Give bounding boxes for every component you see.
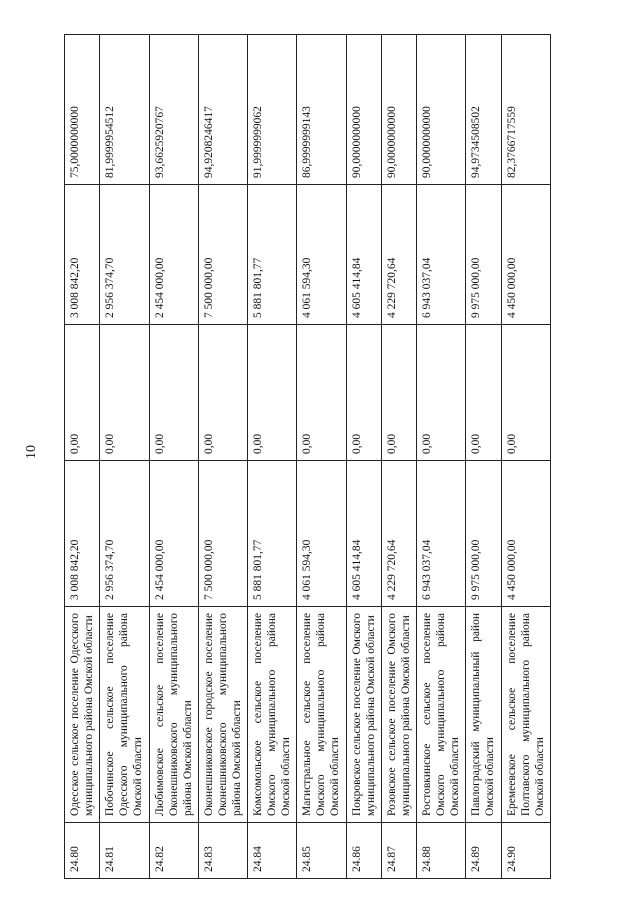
row-number: 24.87 <box>381 823 416 879</box>
zero-amount: 0,00 <box>381 325 416 461</box>
zero-amount: 0,00 <box>248 325 297 461</box>
share-percent: 94,9208246417 <box>198 35 247 185</box>
zero-amount: 0,00 <box>198 325 247 461</box>
zero-amount: 0,00 <box>501 325 550 461</box>
municipality-name: Побочинское сельское поселение Одесского муниципального района Омской области <box>100 607 149 823</box>
table-row <box>501 35 550 879</box>
amount: 4 605 414,84 <box>346 185 381 325</box>
row-number: 24.82 <box>149 823 198 879</box>
amount: 5 881 801,77 <box>248 185 297 325</box>
table-row <box>248 35 297 879</box>
zero-amount: 0,00 <box>65 325 100 461</box>
row-number: 24.89 <box>466 823 501 879</box>
table-row <box>346 35 381 879</box>
amount: 4 450 000,00 <box>501 185 550 325</box>
amount: 4 061 594,30 <box>297 185 346 325</box>
table-row <box>466 35 501 879</box>
municipality-name: Магистральное сельское поселение Омского муниципального района Омской области <box>297 607 346 823</box>
municipality-name: Любимовское сельское поселение Оконешниковского муниципального района Омской области <box>149 607 198 823</box>
row-number: 24.90 <box>501 823 550 879</box>
table-row <box>297 35 346 879</box>
row-number: 24.85 <box>297 823 346 879</box>
share-percent: 90,0000000000 <box>417 35 466 185</box>
zero-amount: 0,00 <box>100 325 149 461</box>
zero-amount: 0,00 <box>297 325 346 461</box>
municipality-name: Ростовкинское сельское поселение Омского муниципального района Омской области <box>417 607 466 823</box>
amount: 2 956 374,70 <box>100 185 149 325</box>
share-percent: 82,3766717559 <box>501 35 550 185</box>
amount: 2 454 000,00 <box>149 185 198 325</box>
row-number: 24.86 <box>346 823 381 879</box>
municipality-name: Комсомольское сельское поселение Омского муниципального района Омской области <box>248 607 297 823</box>
row-number: 24.88 <box>417 823 466 879</box>
table-row <box>417 35 466 879</box>
share-percent: 75,0000000000 <box>65 35 100 185</box>
table-row <box>65 35 100 879</box>
zero-amount: 0,00 <box>149 325 198 461</box>
total-amount: 4 605 414,84 <box>346 461 381 607</box>
row-number: 24.81 <box>100 823 149 879</box>
data-table <box>64 34 551 879</box>
municipality-name: Покровское сельское поселение Омского муниципального района Омской области <box>346 607 381 823</box>
total-amount: 3 008 842,20 <box>65 461 100 607</box>
share-percent: 90,0000000000 <box>346 35 381 185</box>
total-amount: 2 956 374,70 <box>100 461 149 607</box>
share-percent: 91,9999999062 <box>248 35 297 185</box>
amount: 3 008 842,20 <box>65 185 100 325</box>
table-row <box>381 35 416 879</box>
total-amount: 4 229 720,64 <box>381 461 416 607</box>
table-row <box>100 35 149 879</box>
row-number: 24.84 <box>248 823 297 879</box>
page-number: 10 <box>24 445 39 459</box>
row-number: 24.80 <box>65 823 100 879</box>
municipality-name: Розовское сельское поселение Омского муниципального района Омской области <box>381 607 416 823</box>
total-amount: 2 454 000,00 <box>149 461 198 607</box>
amount: 7 500 000,00 <box>198 185 247 325</box>
table-row <box>198 35 247 879</box>
share-percent: 86,9999999143 <box>297 35 346 185</box>
share-percent: 81,9999954512 <box>100 35 149 185</box>
total-amount: 4 061 594,30 <box>297 461 346 607</box>
municipality-name: Павлоградский муниципальный район Омской области <box>466 607 501 823</box>
zero-amount: 0,00 <box>466 325 501 461</box>
table-rotated-frame <box>64 35 551 879</box>
share-percent: 90,0000000000 <box>381 35 416 185</box>
municipality-name: Одесское сельское поселение Одесского муниципального района Омской области <box>65 607 100 823</box>
municipality-name: Еремеевское сельское поселение Полтавского муниципального района Омской области <box>501 607 550 823</box>
amount: 6 943 037,04 <box>417 185 466 325</box>
total-amount: 6 943 037,04 <box>417 461 466 607</box>
total-amount: 9 975 000,00 <box>466 461 501 607</box>
amount: 4 229 720,64 <box>381 185 416 325</box>
total-amount: 7 500 000,00 <box>198 461 247 607</box>
total-amount: 4 450 000,00 <box>501 461 550 607</box>
municipality-name: Оконешниковское городское поселение Оконешниковского муниципального района Омской области <box>198 607 247 823</box>
amount: 9 975 000,00 <box>466 185 501 325</box>
zero-amount: 0,00 <box>346 325 381 461</box>
share-percent: 94,9734508502 <box>466 35 501 185</box>
total-amount: 5 881 801,77 <box>248 461 297 607</box>
zero-amount: 0,00 <box>417 325 466 461</box>
table-container <box>64 35 551 879</box>
share-percent: 93,6625920767 <box>149 35 198 185</box>
table-row <box>149 35 198 879</box>
row-number: 24.83 <box>198 823 247 879</box>
table-body <box>65 35 551 879</box>
